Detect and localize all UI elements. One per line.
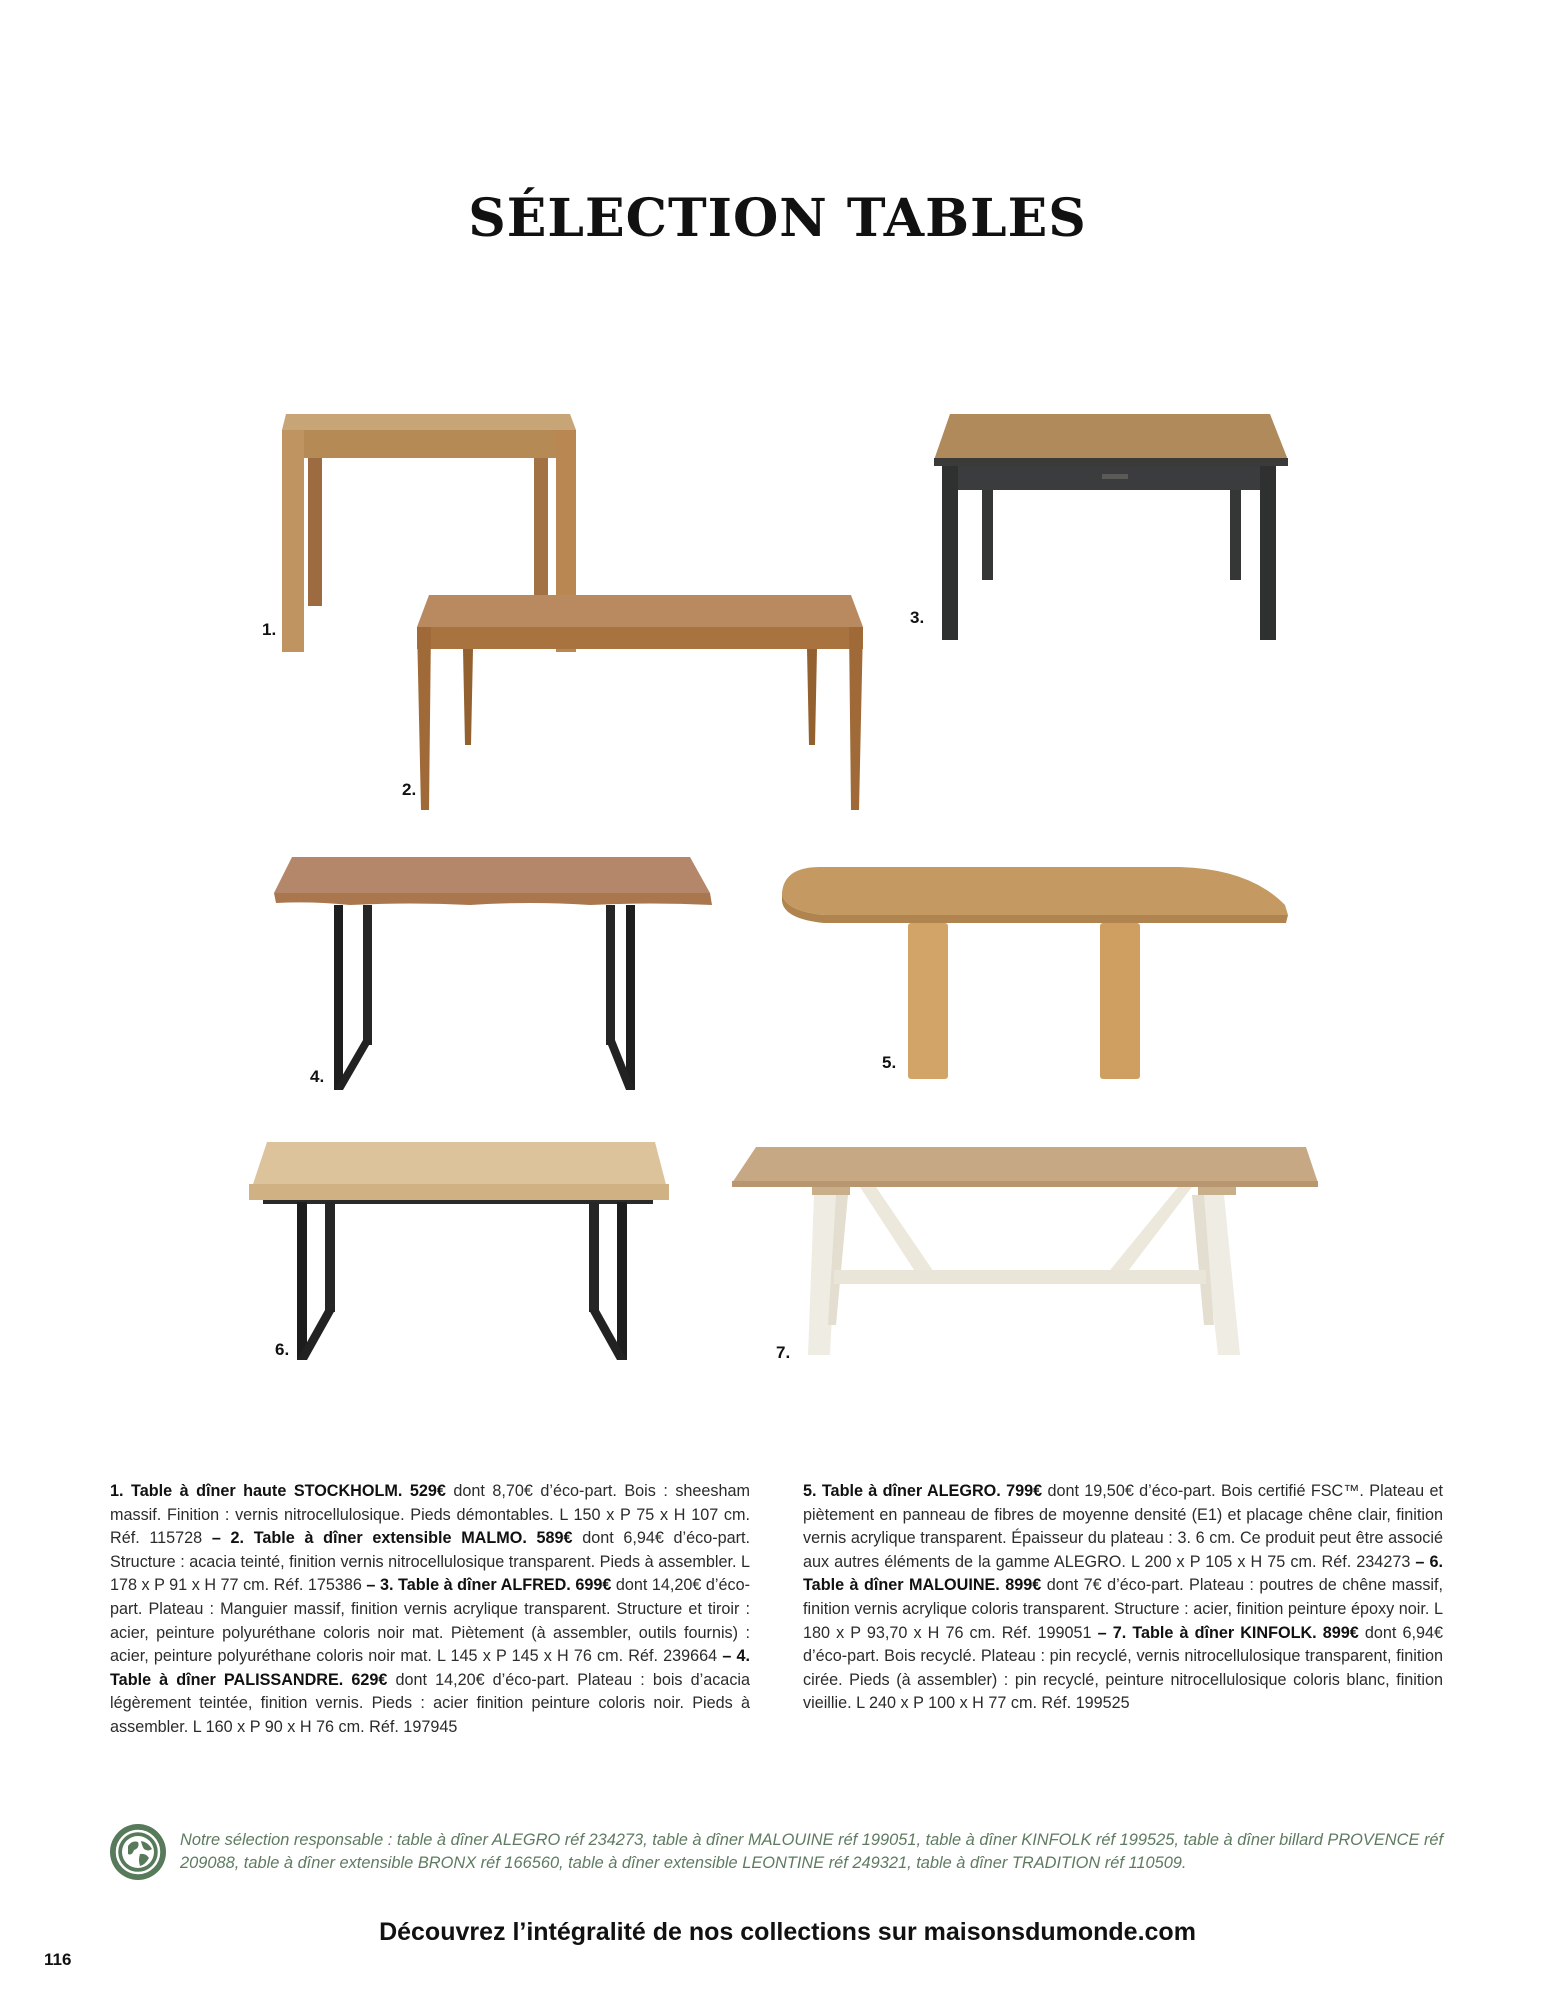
- product-5-details: dont 19,50€ d’éco-part. Bois certifié FSC™. Plateau et piètement en panneau de fibres de moyenne densité (E1) et placage chêne clair, finition vernis acrylique transparent. Épaisseur du plateau : 3. 6 cm. Ce produit peut être associé aux autres éléments de la gamme ALEGRO. L 200 x P 105 x H 75 cm. Réf. 234273: [803, 1482, 1444, 1571]
- product-number: 7.: [776, 1343, 791, 1362]
- live-edge-acacia-table-illustration: [270, 855, 715, 1090]
- product-1-title: 1.: [110, 1482, 124, 1500]
- mango-steel-table-illustration: [930, 410, 1290, 635]
- separator: –: [1410, 1552, 1430, 1571]
- product-2-title: 2.: [230, 1529, 245, 1548]
- product-3-price: 699€: [575, 1576, 612, 1595]
- product-6-name: Table à dîner MALOUINE.: [803, 1576, 1000, 1595]
- page-title: SÉLECTION TABLES: [468, 188, 1087, 249]
- product-number: 3.: [910, 608, 925, 627]
- separator: –: [361, 1576, 380, 1595]
- product-1-name: Table à dîner haute STOCKHOLM.: [131, 1482, 403, 1500]
- product-number: 1.: [262, 620, 277, 639]
- product-7-title: 7.: [1112, 1623, 1127, 1642]
- product-number: 4.: [310, 1067, 325, 1086]
- product-6-title: 6.: [1429, 1552, 1444, 1571]
- product-image-3[interactable]: [910, 410, 1290, 635]
- product-image-6[interactable]: [245, 1140, 675, 1365]
- product-2-name: Table à dîner extensible MALMO.: [253, 1529, 527, 1548]
- product-2-details: dont 6,94€ d’éco-part. Structure : acacia teinté, finition vernis nitrocellulosique transparent. Pieds à assembler. L 178 x P 91 x H 77 cm. Réf. 175386: [110, 1529, 751, 1595]
- product-3-details: dont 14,20€ d’éco-part. Plateau : Manguier massif, finition vernis acrylique transparent. Structure et tiroir : acier, peinture polyuréthane coloris noir mat. Piètement (à assembler, outils fournis) : acier, peinture polyuréthane coloris noir mat. L 145 x P 145 x H 76 cm. Réf. 239664: [110, 1576, 751, 1666]
- product-number: 6.: [275, 1340, 290, 1359]
- product-5-name: Table à dîner ALEGRO.: [821, 1482, 1001, 1500]
- product-7-details: dont 6,94€ d’éco-part. Bois recyclé. Plateau : pin recyclé, vernis nitrocellulosique transparent, finition cirée. Pieds (à assembler) : pin recyclé, peinture nitrocellulosique coloris blanc, finition vieillie. L 240 x P 100 x H 77 cm. Réf. 199525: [803, 1623, 1443, 1713]
- organic-oak-table-illustration: [780, 865, 1290, 1080]
- product-1-price: 529€: [409, 1482, 446, 1500]
- product-5-title: 5.: [803, 1482, 817, 1500]
- product-number: 2.: [402, 780, 417, 799]
- product-image-4[interactable]: [270, 855, 715, 1090]
- acacia-extensible-table-illustration: [405, 595, 865, 810]
- product-6-details: dont 7€ d’éco-part. Plateau : poutres de chêne massif, finition vernis acrylique coloris transparent. Structure : acier, finition peinture époxy noir. L 180 x P 93,70 x H 76 cm. Réf. 199051: [803, 1576, 1444, 1642]
- product-2-price: 589€: [536, 1529, 573, 1548]
- oak-beam-steel-table-illustration: [245, 1140, 675, 1365]
- responsible-selection-note: [110, 1824, 1450, 1884]
- separator: –: [202, 1529, 231, 1548]
- separator: –: [717, 1647, 737, 1666]
- product-descriptions-left: [110, 1480, 750, 1740]
- product-3-name: Table à dîner ALFRED.: [398, 1576, 571, 1595]
- product-number: 5.: [882, 1053, 897, 1072]
- page-number: 116: [44, 1950, 72, 1969]
- product-image-7[interactable]: [730, 1145, 1320, 1360]
- product-3-title: 3.: [379, 1576, 394, 1595]
- product-descriptions-right: [803, 1480, 1443, 1716]
- product-7-name: Table à dîner KINFOLK.: [1132, 1623, 1317, 1642]
- separator: –: [1091, 1623, 1113, 1642]
- footer-website-link[interactable]: Découvrez l’intégralité de nos collections sur maisonsdumonde.com: [379, 1918, 1196, 1946]
- product-4-details: dont 14,20€ d’éco-part. Plateau : bois d’acacia légèrement teintée, finition vernis. Pieds : acier finition peinture coloris noir. Pieds à assembler. L 160 x P 90 x H 76 cm. Réf. 197945: [110, 1670, 751, 1736]
- product-1-details: dont 8,70€ d’éco-part. Bois : sheesham massif. Finition : vernis nitrocellulosique. Pieds démontables. L 150 x P 75 x H 107 cm. Réf. 115728: [110, 1482, 750, 1548]
- product-4-title: 4.: [736, 1647, 750, 1666]
- product-4-name: Table à dîner PALISSANDRE.: [110, 1670, 344, 1689]
- product-6-price: 899€: [1005, 1576, 1042, 1595]
- responsible-selection-text: Notre sélection responsable : table à dîner ALEGRO réf 234273, table à dîner MALOUINE réf 199051, table à dîner KINFOLK réf 199525, table à dîner billard PROVENCE réf 209088, table à dîner extensible BRONX réf 166560, table à dîner extensible LEONTINE réf 249321, table à dîner TRADITION réf 110509.: [180, 1831, 1444, 1872]
- product-image-5[interactable]: [780, 865, 1290, 1080]
- recycled-pine-trestle-table-illustration: [730, 1145, 1320, 1360]
- product-5-price: 799€: [1006, 1482, 1043, 1500]
- globe-leaf-icon: [110, 1824, 166, 1880]
- product-4-price: 629€: [351, 1670, 388, 1689]
- product-7-price: 899€: [1322, 1623, 1359, 1642]
- product-image-2[interactable]: [402, 595, 865, 810]
